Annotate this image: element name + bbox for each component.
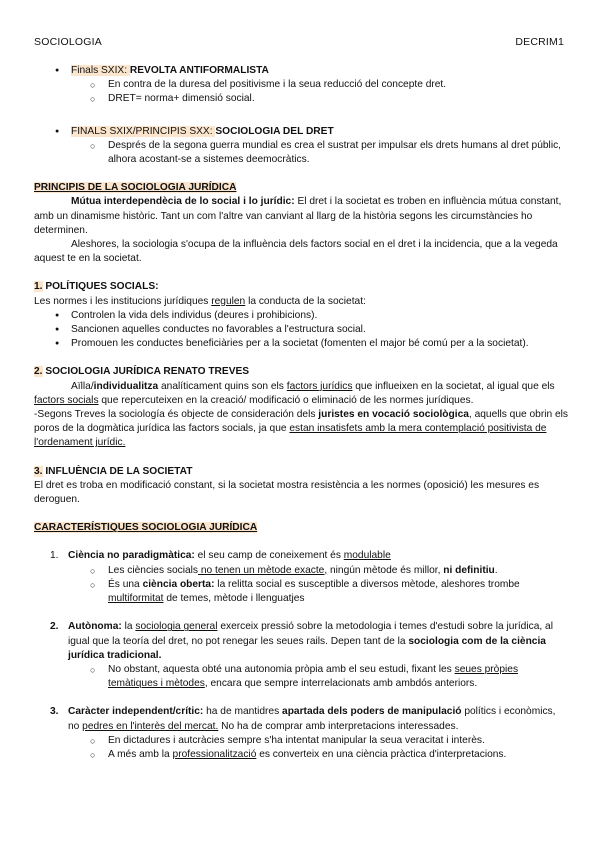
caracteristiques-list <box>34 549 568 606</box>
list-item: ○ És una ciència oberta: la relitta social es susceptible a diversos mètode, aleshores trombe multiformitat de temes, mètode i llenguatjes <box>34 578 568 606</box>
list-item: 3. Caràcter independent/crític: ha de mantidres apartada dels poders de manipulació polítics i econòmics, no pedres en l'interès del mercat. No ha de comprar amb interpretacions interessades. <box>50 706 556 732</box>
section-heading-caracteristiques: CARACTERÍSTIQUES SOCIOLOGIA JURÍDICA <box>34 522 258 534</box>
list-item: ● Promouen les conductes beneficiàries per a la societat (fomenten el major bé comú per a la societat). <box>34 337 568 351</box>
paragraph: -Segons Treves la sociología és objecte de consideración dels juristes en vocació sociològica, aquells que obrin els poros de la dogmàtica jurídica las factors socials, ja que estan insatisfets amb la mera contemplació positivista de l'ordenament jurídic. <box>34 409 569 449</box>
intro-list <box>34 64 568 107</box>
list-item: ○ No obstant, aquesta obté una autonomia pròpia amb el seu estudi, fixant les seues pròpies temàtiques i mètodes, encara que sempre interrelacionats amb ambdós anteriors. <box>34 663 568 691</box>
section-heading-principis: PRINCIPIS DE LA SOCIOLOGIA JURÍDICA <box>34 182 237 194</box>
paragraph: Les normes i les institucions jurídiques regulen la conducta de la societat: <box>34 295 366 307</box>
list-item: ● FINALS SXIX/PRINCIPIS SXX: SOCIOLOGIA DEL DRET <box>34 125 568 139</box>
paragraph: Aleshores, la sociologia s'ocupa de la influència dels factors social en el dret i la incidencia, que a la vegeda aquest te en la societat. <box>34 239 558 265</box>
list-item: ○ Després de la segona guerra mundial es crea el sustrat per impulsar els drets humans al dret públic, alhora acostant-se a sistemes deemocràtics. <box>34 139 568 167</box>
list-item: ○ A més amb la professionalització es converteix en una ciència pràctica d'interpretacions. <box>34 748 568 762</box>
list-item: ○ DRET= norma+ dimensió social. <box>34 92 568 106</box>
list-item: ● Controlen la vida dels individus (deures i prohibicions). <box>34 309 568 323</box>
caracteristiques-list-3 <box>34 705 568 762</box>
politiques-list <box>34 309 568 352</box>
list-item: 1. Ciència no paradigmàtica: el seu camp de coneixement és modulable <box>50 550 391 562</box>
paragraph: El dret es troba en modificació constant, si la societat mostra resistència a les normes (oposició) les mesures es deroguen. <box>34 479 540 506</box>
list-item: ○ En dictadures i autcràcies sempre s'ha intentat manipular la seua veracitat i interès. <box>34 734 568 748</box>
paragraph: Mútua interdependècia de lo social i lo jurídic: El dret i la societat es troben en influència mútua constant, amb un dinamisme històric. Tant un com l'altre van canviant al llarg de la història segons les circumstàncies ho determinen. <box>34 196 562 236</box>
paragraph: Aïlla/individualitza analíticament quins son els factors jurídics que influeixen en la societat, al igual que els factors socials que repercuteixen en la creació/ modificació o eliminació de les normes jurídiques. <box>34 380 555 406</box>
header-subject: SOCIOLOGIA <box>34 36 102 48</box>
section-heading-influencia: 3. INFLUÈNCIA DE LA SOCIETAT <box>34 465 193 477</box>
section-heading-treves: 2. SOCIOLOGIA JURÍDICA RENATO TREVES <box>34 366 250 378</box>
header-code: DECRIM1 <box>515 36 564 48</box>
document-body <box>34 64 568 762</box>
caracteristiques-list-2 <box>34 620 568 691</box>
list-item: ○ Les ciències socials no tenen un mètode exacte, ningún mètode és millor, ni definitiu. <box>34 564 568 578</box>
intro-list-2 <box>34 125 568 168</box>
list-item: ○ En contra de la duresa del positivisme i la seua reducció del concepte dret. <box>34 78 568 92</box>
list-item: ● Finals SXIX: REVOLTA ANTIFORMALISTA <box>34 64 568 78</box>
list-item: ● Sancionen aquelles conductes no favorables a l'estructura social. <box>34 323 568 337</box>
section-heading-politiques: 1. POLÍTIQUES SOCIALS: <box>34 281 159 293</box>
list-item: 2. Autònoma: la sociologia general exerceix pressió sobre la metodologia i temes d'estudi sobre la jurídica, al igual que la teoría del dret, no pot renegar les seues rails. Depen tant de la sociologia com de la ciència jurídica tradicional. <box>50 621 553 661</box>
